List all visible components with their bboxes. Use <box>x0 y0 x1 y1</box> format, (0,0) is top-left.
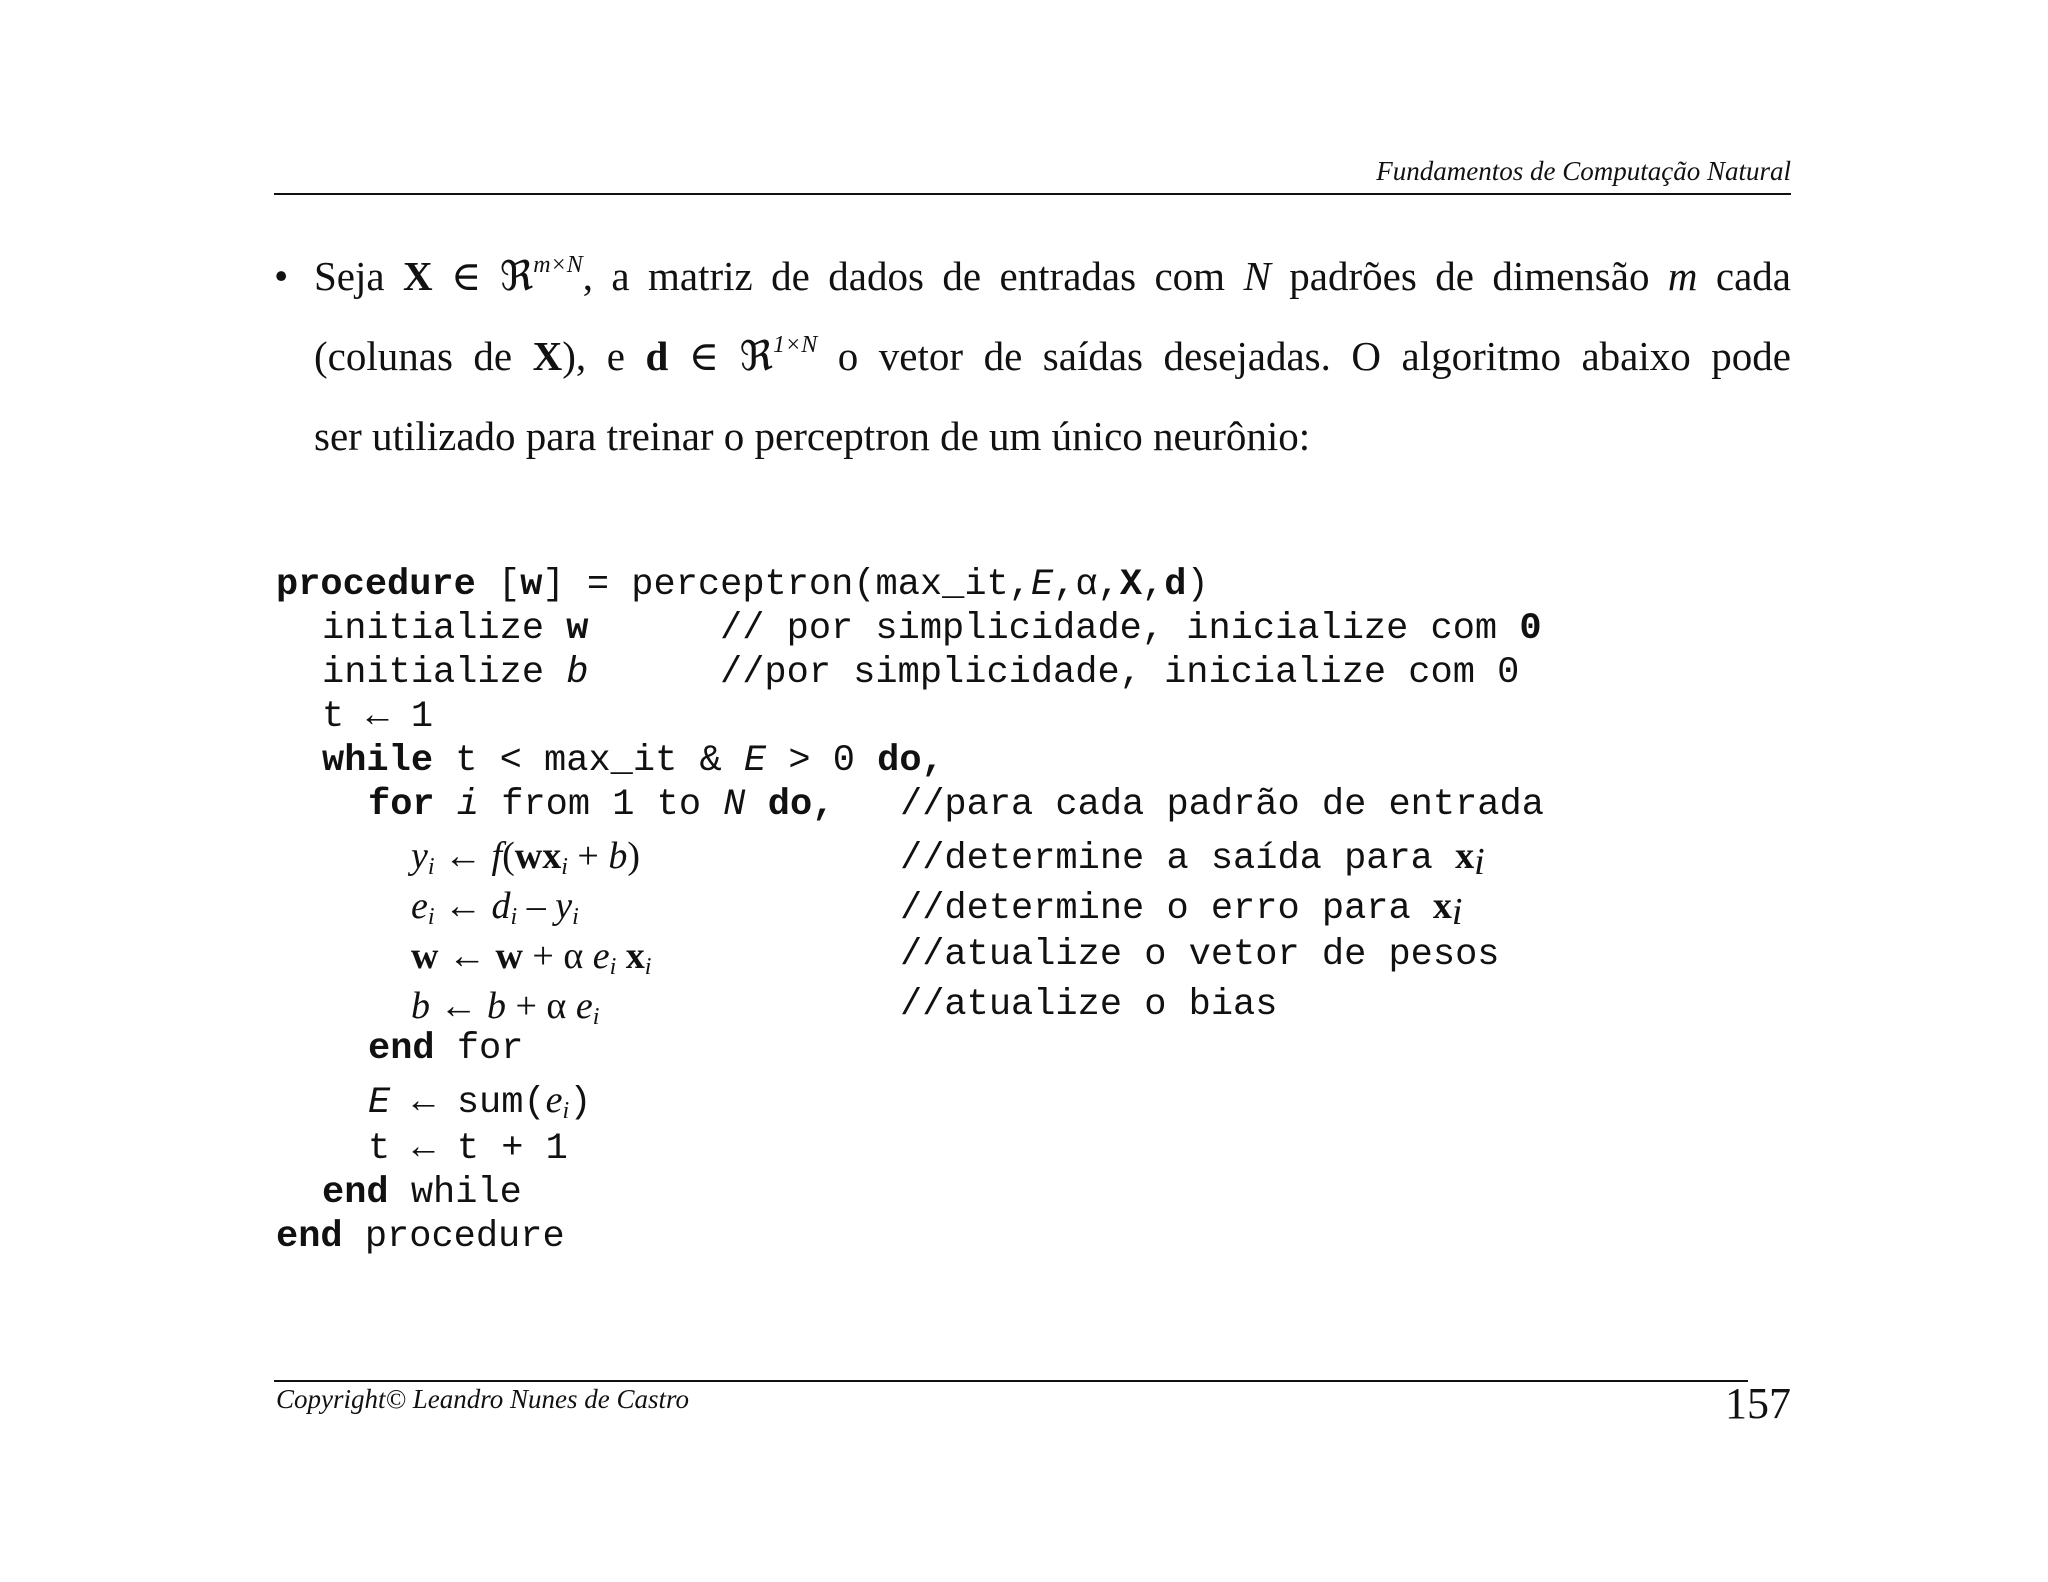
code-line-end-procedure: end procedure <box>276 1216 565 1258</box>
code-line-weight-update: w ← w + α $e_i$ $x_i$ //atualize o vetor de pesos <box>411 934 1500 980</box>
intro-line-2: (colunas de X), e d ∈ ℜ$^{1\times N}$ o vetor de saídas desejadas. O algoritmo abaixo pode <box>314 332 1791 379</box>
code-line-end-while: end while <box>322 1172 522 1214</box>
algorithm-code-block <box>276 564 1776 1260</box>
code-line-init-b: initialize b //por simplicidade, inicialize com 0 <box>322 652 1520 694</box>
code-line-output: $y_i$ ← $f(wx_i + b)$ //determine a saída para $x_i$ <box>411 835 1485 883</box>
code-line-init-w: initialize w // por simplicidade, inicialize com 0 <box>322 608 1542 650</box>
code-line-error: $e_i$ ← $d_i - y_i$ //determine o erro para $x_i$ <box>411 885 1463 933</box>
intro-line-3: ser utilizado para treinar o perceptron de um único neurônio: <box>314 413 1311 459</box>
code-line-while: while t < max_it & E > 0 do, <box>322 740 944 782</box>
header-rule <box>274 193 1791 195</box>
running-header: Fundamentos de Computação Natural <box>1376 156 1791 186</box>
intro-paragraph <box>274 236 1791 476</box>
code-line-for: for i from 1 to N do, //para cada padrão de entrada <box>368 784 1544 826</box>
code-line-bias-update: b ← b + α $e_i$ //atualize o bias <box>411 984 1278 1030</box>
page-number: 157 <box>1725 1379 1791 1428</box>
code-line-t-increment: t ← t + 1 <box>368 1128 568 1170</box>
code-line-t-init: t ← 1 <box>322 696 434 738</box>
copyright-notice: Copyright© Leandro Nunes de Castro <box>276 1384 690 1414</box>
code-line-error-sum: E ← $sum(e_i)$ <box>368 1079 592 1124</box>
code-line-procedure: procedure [w] = perceptron(max_it,E,α,X,d) <box>276 564 1209 606</box>
footer-rule <box>274 1380 1748 1382</box>
code-line-end-for: end for <box>368 1028 524 1070</box>
intro-line-1: • Seja X ∈ ℜ$^{m\times N}$, a matriz de dados de entradas com N padrões de dimensão m cada <box>274 236 1791 316</box>
bullet-icon: • <box>274 253 289 299</box>
